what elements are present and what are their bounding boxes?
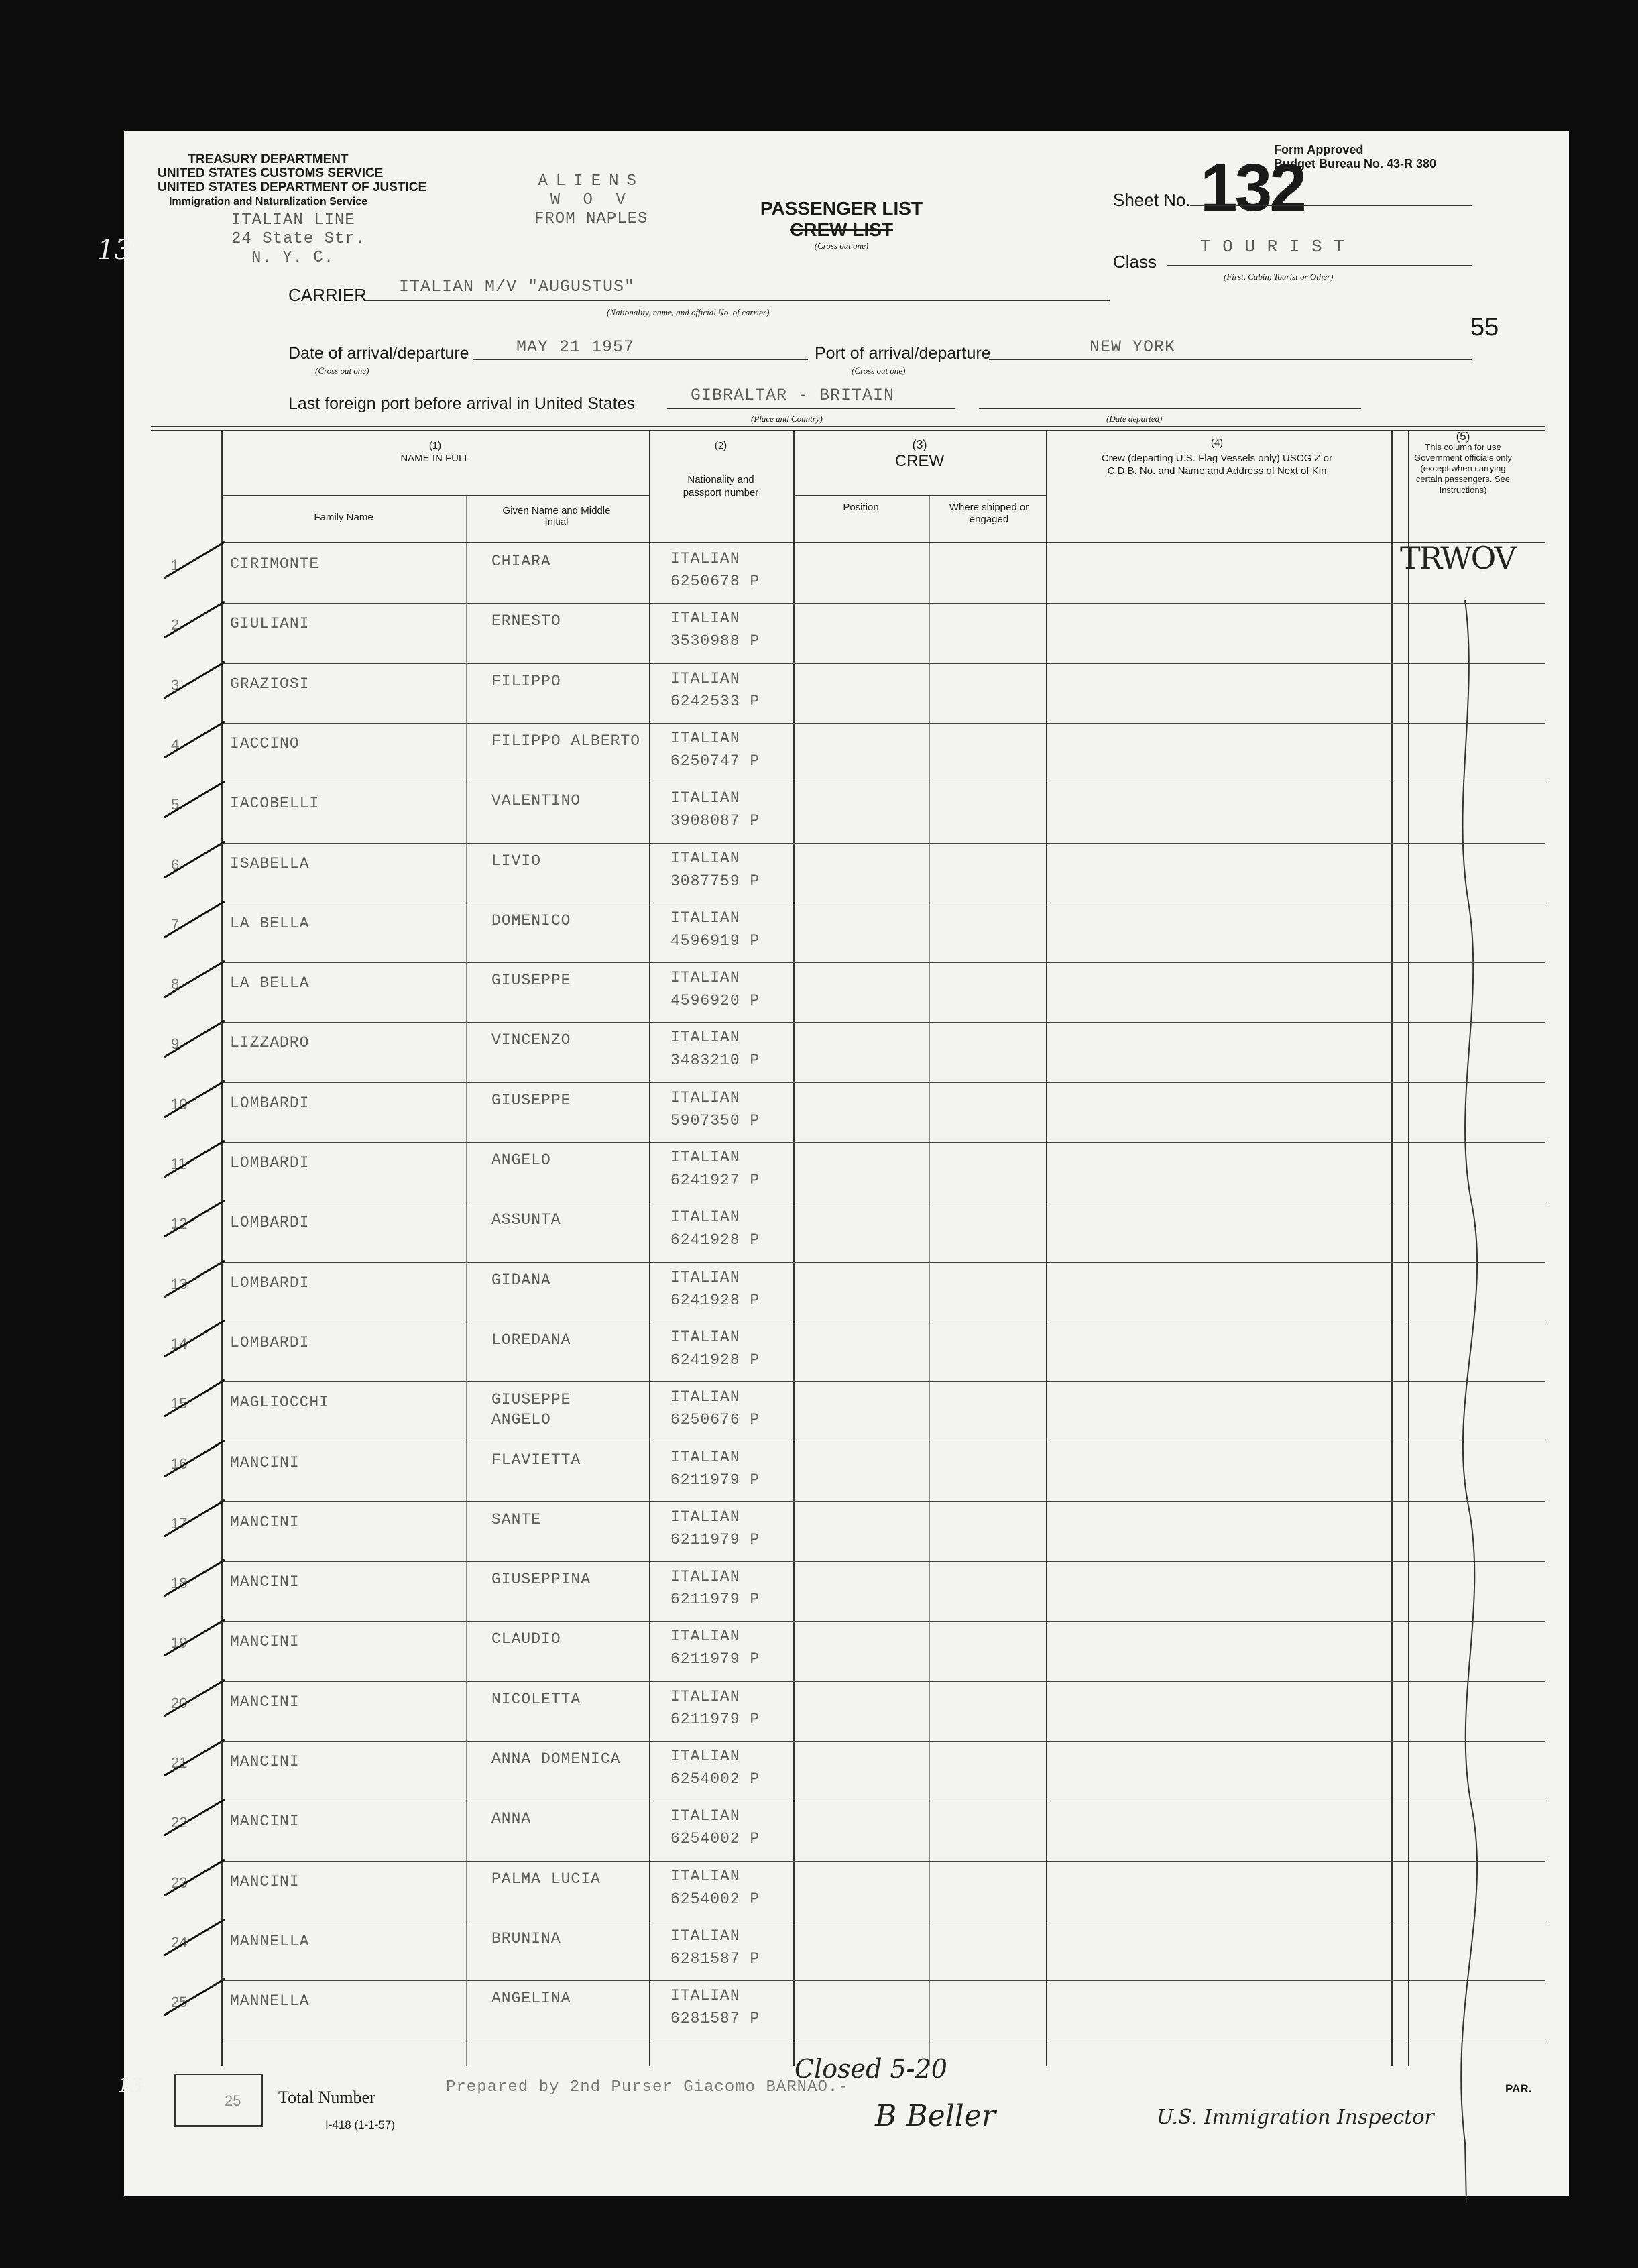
row-number: 12 (171, 1215, 188, 1233)
last-port-underline (667, 408, 955, 409)
nationality: ITALIAN (670, 1807, 740, 1825)
given-name: ANNA DOMENICA (491, 1750, 621, 1768)
col5-header (1409, 431, 1517, 496)
given-name: PALMA LUCIA (491, 1870, 601, 1888)
row-number: 24 (171, 1933, 188, 1951)
header-subrule (793, 495, 1046, 496)
given-name: FLAVIETTA (491, 1451, 581, 1469)
sheet-label: Sheet No. (1113, 190, 1191, 210)
family-name: LOMBARDI (230, 1333, 310, 1351)
inspector-signature: B Beller (875, 2099, 996, 2133)
nationality: ITALIAN (670, 1748, 740, 1765)
port-hint: (Cross out one) (852, 365, 906, 376)
passport-number: 6241928 P (670, 1291, 760, 1309)
table-row (124, 723, 1569, 783)
agency-line: Immigration and Naturalization Service (168, 196, 368, 207)
checkmark-icon (158, 1015, 231, 1062)
family-name: LOMBARDI (230, 1214, 310, 1232)
table-row (124, 543, 1569, 603)
col2-title: Nationality and passport number (683, 474, 759, 498)
total-label: Total Number (278, 2088, 375, 2107)
family-name: ISABELLA (230, 854, 310, 872)
last-port-value: GIBRALTAR - BRITAIN (691, 386, 895, 405)
given-name: GIUSEPPINA (491, 1571, 591, 1589)
checkmark-icon (158, 1435, 231, 1482)
passport-number: 4596919 P (670, 931, 760, 950)
nationality: ITALIAN (670, 550, 740, 567)
date-value: MAY 21 1957 (516, 337, 635, 357)
checkmark-icon (158, 1135, 231, 1182)
row-number: 5 (171, 796, 180, 813)
table-row (124, 843, 1569, 903)
form-title (731, 198, 952, 251)
row-number: 22 (171, 1814, 188, 1831)
table-top-rule (151, 426, 1545, 427)
table-row (124, 1681, 1569, 1741)
family-name: MANCINI (230, 1872, 300, 1890)
passport-number: 3908087 P (670, 812, 760, 830)
total-box-value: 25 (225, 2092, 241, 2109)
nationality: ITALIAN (670, 1029, 740, 1047)
nationality: ITALIAN (670, 909, 740, 927)
passport-number: 3087759 P (670, 872, 760, 890)
agency-block (158, 152, 427, 209)
stamp-line: W O V (550, 191, 632, 209)
row-number: 2 (171, 616, 180, 634)
col3-title: CREW (894, 452, 945, 470)
table-row (124, 1022, 1569, 1082)
family-name: LOMBARDI (230, 1273, 310, 1292)
col5-annotation: TRWOV (1400, 540, 1515, 576)
table-row (124, 1142, 1569, 1202)
checkmark-icon (158, 776, 231, 823)
row-number: 14 (171, 1335, 188, 1352)
table-row (124, 1921, 1569, 1980)
table-row (124, 1741, 1569, 1801)
agency-line: TREASURY DEPARTMENT (188, 152, 349, 166)
checkmark-icon (158, 536, 231, 583)
class-label: Class (1113, 251, 1157, 272)
row-number: 18 (171, 1575, 188, 1592)
class-hint: (First, Cabin, Tourist or Other) (1224, 272, 1334, 282)
passport-number: 6281587 P (670, 2010, 760, 2028)
checkmark-icon (158, 1255, 231, 1302)
given-name-2: ANGELO (491, 1411, 551, 1429)
row-number: 25 (171, 1994, 188, 2011)
table-row (124, 603, 1569, 663)
table-row (124, 1801, 1569, 1860)
shipped-header: Where shipped or engaged (949, 502, 1029, 525)
passport-number: 6211979 P (670, 1710, 760, 1728)
given-name: FILIPPO (491, 672, 561, 690)
row-number: 10 (171, 1095, 188, 1113)
col2-header (650, 439, 791, 499)
family-name: MANNELLA (230, 1932, 310, 1950)
prepared-by: Prepared by 2nd Purser Giacomo BARNAO.- (446, 2078, 849, 2096)
port-underline (989, 359, 1472, 360)
checkmark-icon (158, 836, 231, 883)
row-number: 21 (171, 1754, 188, 1771)
given-name: ANNA (491, 1810, 532, 1828)
col1-number: (1) (428, 440, 442, 451)
checkmark-icon (158, 1734, 231, 1781)
checkmark-icon (158, 596, 231, 643)
checkmark-icon (158, 1974, 231, 2021)
family-name: LOMBARDI (230, 1154, 310, 1172)
agent-line: N. Y. C. (251, 249, 335, 267)
nationality: ITALIAN (670, 669, 740, 687)
checkmark-icon (158, 1914, 231, 1961)
table-row (124, 663, 1569, 723)
passport-number: 3483210 P (670, 1052, 760, 1070)
given-name: GIUSEPPE (491, 1091, 571, 1109)
checkmark-icon (158, 1675, 231, 1721)
passport-number: 5907350 P (670, 1111, 760, 1129)
margin-mark: 13 (97, 235, 131, 266)
given-name: VALENTINO (491, 792, 581, 810)
carrier-hint: (Nationality, name, and official No. of carrier) (607, 307, 770, 317)
passport-number: 6250747 P (670, 752, 760, 770)
given-header: Given Name and Middle Initial (502, 505, 611, 528)
family-name: LOMBARDI (230, 1094, 310, 1112)
checkmark-icon (158, 896, 231, 943)
row-number: 1 (171, 557, 180, 573)
checkmark-icon (158, 1554, 231, 1601)
nationality: ITALIAN (670, 610, 740, 628)
table-row (124, 1082, 1569, 1142)
col2-number: (2) (714, 440, 727, 451)
header-subrule (221, 495, 649, 496)
given-name: VINCENZO (491, 1031, 571, 1050)
nationality: ITALIAN (670, 1987, 740, 2005)
table-row (124, 1442, 1569, 1501)
row-number: 7 (171, 915, 180, 933)
checkmark-icon (158, 1495, 231, 1542)
given-name: ANGELINA (491, 1990, 571, 2008)
total-box (174, 2074, 263, 2127)
table-row (124, 1381, 1569, 1441)
table-row (124, 1202, 1569, 1261)
given-name: GIUSEPPE (491, 1391, 571, 1409)
table-row (124, 1561, 1569, 1621)
agent-line: 24 State Str. (231, 230, 366, 248)
nationality: ITALIAN (670, 1927, 740, 1945)
table-row (124, 903, 1569, 962)
given-name: NICOLETTA (491, 1690, 581, 1708)
col1-header (221, 439, 649, 465)
row-number: 13 (171, 1275, 188, 1292)
row-number: 11 (171, 1155, 186, 1172)
col4-header (1063, 437, 1371, 477)
family-name: IACCINO (230, 734, 300, 752)
nationality: ITALIAN (670, 969, 740, 987)
checkmark-icon (158, 716, 231, 763)
nationality: ITALIAN (670, 1867, 740, 1885)
carrier-value: ITALIAN M/V "AUGUSTUS" (399, 277, 636, 296)
passport-number: 6211979 P (670, 1471, 760, 1489)
port-label: Port of arrival/departure (815, 344, 991, 363)
checkmark-icon (158, 1854, 231, 1901)
table-row (124, 962, 1569, 1022)
passport-number: 6254002 P (670, 1770, 760, 1788)
family-name: IACOBELLI (230, 795, 320, 813)
agency-line: UNITED STATES DEPARTMENT OF JUSTICE (158, 180, 427, 194)
col3-header (793, 438, 1046, 471)
date-departed-hint: (Date departed) (1106, 414, 1163, 424)
nationality: ITALIAN (670, 789, 740, 807)
row-number: 6 (171, 856, 180, 873)
date-label: Date of arrival/departure (288, 344, 469, 363)
date-hint: (Cross out one) (315, 365, 369, 376)
table-top-rule-2 (151, 430, 1545, 431)
passport-number: 6241927 P (670, 1172, 760, 1189)
table-row (124, 1861, 1569, 1921)
family-name: MANCINI (230, 1633, 300, 1651)
nationality: ITALIAN (670, 1208, 740, 1227)
row-number: 3 (171, 676, 180, 693)
table-row (124, 1980, 1569, 2040)
row-number: 17 (171, 1514, 188, 1532)
agent-address (231, 211, 365, 268)
form-sheet (97, 131, 1569, 2196)
nationality: ITALIAN (670, 1448, 740, 1466)
carrier-underline (365, 300, 1110, 301)
family-name: MAGLIOCCHI (230, 1394, 330, 1412)
cross-out-hint: (Cross out one) (814, 241, 869, 251)
family-name: MANCINI (230, 1813, 300, 1831)
passport-number: 3530988 P (670, 632, 760, 650)
family-name: MANCINI (230, 1513, 300, 1531)
col5-number: (5) (1456, 430, 1470, 443)
given-name: LIVIO (491, 852, 542, 870)
family-name: LIZZADRO (230, 1034, 310, 1052)
col1-title: NAME IN FULL (400, 453, 470, 464)
checkmark-icon (158, 657, 231, 703)
row-number: 20 (171, 1694, 188, 1711)
family-header: Family Name (314, 512, 373, 523)
passport-number: 4596920 P (670, 992, 760, 1010)
last-port-hint: (Place and Country) (751, 414, 823, 424)
given-name: GIUSEPPE (491, 972, 571, 990)
stamp-line: ALIENS (538, 172, 644, 190)
checkmark-icon (158, 1195, 231, 1242)
table-row (124, 1262, 1569, 1322)
closed-note: Closed 5-20 (795, 2054, 947, 2084)
budget-bureau-label: Budget Bureau No. 43-R 380 (1274, 157, 1437, 170)
passenger-list-title: PASSENGER LIST (760, 198, 923, 219)
passport-number: 6241928 P (670, 1351, 760, 1369)
nationality: ITALIAN (670, 1568, 740, 1586)
family-name: MANCINI (230, 1573, 300, 1591)
family-name: CIRIMONTE (230, 555, 320, 573)
date-underline (473, 359, 808, 360)
passport-number: 6254002 P (670, 1890, 760, 1908)
nationality: ITALIAN (670, 1268, 740, 1286)
row-number: 23 (171, 1874, 188, 1891)
given-name: ERNESTO (491, 612, 561, 630)
par-label: PAR. (1505, 2082, 1532, 2095)
col3-number: (3) (912, 438, 927, 451)
passport-number: 6241928 P (670, 1231, 760, 1249)
nationality: ITALIAN (670, 1388, 740, 1406)
sheet-number: 132 (1200, 150, 1304, 225)
carrier-label: CARRIER (288, 285, 367, 305)
inspector-title: U.S. Immigration Inspector (1157, 2106, 1434, 2129)
nationality: ITALIAN (670, 1687, 740, 1705)
col4-title: Crew (departing U.S. Flag Vessels only) USCG Z or C.D.B. No. and Name and Address of Next of Kin (1101, 453, 1333, 477)
family-name: MANCINI (230, 1753, 300, 1770)
footer-margin-mark: 13 (117, 2074, 143, 2098)
nationality: ITALIAN (670, 1508, 740, 1526)
form-number: I-418 (1-1-57) (325, 2118, 395, 2131)
table-row (124, 1501, 1569, 1561)
given-name: CLAUDIO (491, 1630, 561, 1648)
nationality: ITALIAN (670, 1088, 740, 1107)
nationality: ITALIAN (670, 849, 740, 867)
nationality: ITALIAN (670, 1628, 740, 1646)
nationality: ITALIAN (670, 729, 740, 747)
agent-line: ITALIAN LINE (231, 211, 355, 229)
row-number: 19 (171, 1634, 188, 1652)
class-value: T O U R I S T (1200, 237, 1345, 257)
family-name: LA BELLA (230, 974, 310, 993)
given-name: ASSUNTA (491, 1211, 561, 1229)
port-value: NEW YORK (1090, 337, 1176, 357)
passport-number: 6254002 P (670, 1830, 760, 1848)
last-port-label: Last foreign port before arrival in United States (288, 394, 635, 413)
checkmark-icon (158, 1614, 231, 1661)
passport-number: 6250678 P (670, 573, 760, 590)
given-name: SANTE (491, 1510, 542, 1528)
date-departed-underline (979, 408, 1361, 409)
row-number: 8 (171, 976, 180, 993)
table-row (124, 783, 1569, 842)
position-header: Position (843, 502, 879, 513)
sheet-underline (1190, 205, 1472, 206)
checkmark-icon (158, 1794, 231, 1841)
family-name: LA BELLA (230, 914, 310, 932)
given-name: LOREDANA (491, 1330, 571, 1349)
family-name: MANNELLA (230, 1992, 310, 2010)
col5-title: This column for use Government officials only (except when carrying certain passengers. See Instructions) (1414, 442, 1512, 495)
agency-line: UNITED STATES CUSTOMS SERVICE (158, 166, 384, 180)
table-row (124, 1621, 1569, 1681)
passport-number: 6250676 P (670, 1411, 760, 1429)
class-underline (1167, 265, 1472, 266)
passport-number: 6242533 P (670, 692, 760, 710)
checkmark-icon (158, 1076, 231, 1123)
nationality: ITALIAN (670, 1149, 740, 1166)
family-name: MANCINI (230, 1453, 300, 1471)
row-number: 15 (171, 1395, 188, 1412)
col4-number: (4) (1210, 437, 1224, 449)
checkmark-icon (158, 1315, 231, 1362)
stamp-line: FROM NAPLES (534, 210, 648, 228)
passport-number: 6211979 P (670, 1530, 760, 1548)
family-name: GRAZIOSI (230, 675, 310, 693)
family-name: GIULIANI (230, 615, 310, 633)
given-name: GIDANA (491, 1271, 551, 1289)
row-number: 4 (171, 736, 180, 753)
col5-wavy-line (1438, 600, 1492, 2203)
given-name: ANGELO (491, 1151, 551, 1169)
nationality: ITALIAN (670, 1328, 740, 1346)
passport-number: 6211979 P (670, 1650, 760, 1668)
passport-number: 6281587 P (670, 1949, 760, 1968)
given-name: BRUNINA (491, 1929, 561, 1947)
form-approved-label: Form Approved (1274, 143, 1364, 156)
row-number: 9 (171, 1035, 180, 1053)
given-name: FILIPPO ALBERTO (491, 732, 641, 750)
given-name: DOMENICO (491, 911, 571, 929)
page-mark: 55 (1470, 313, 1499, 341)
checkmark-icon (158, 1375, 231, 1422)
row-number: 16 (171, 1455, 188, 1472)
passport-number: 6211979 P (670, 1591, 760, 1609)
checkmark-icon (158, 956, 231, 1003)
table-row (124, 1322, 1569, 1381)
family-name: MANCINI (230, 1693, 300, 1711)
given-name: CHIARA (491, 553, 551, 570)
crew-list-title: CREW LIST (790, 219, 893, 240)
aliens-stamp (534, 172, 648, 229)
